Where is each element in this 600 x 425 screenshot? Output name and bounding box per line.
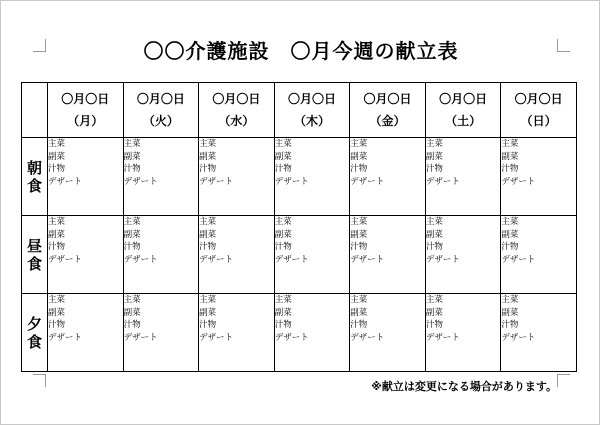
menu-item-list	[350, 294, 425, 344]
menu-item-list	[199, 294, 274, 344]
menu-item: 副菜	[123, 151, 141, 162]
menu-item: デザート	[123, 176, 158, 187]
menu-item-list	[350, 138, 425, 188]
menu-item: デザート	[274, 254, 309, 265]
meal-label	[22, 138, 48, 216]
day-header	[274, 83, 350, 138]
menu-item-list	[426, 294, 501, 344]
menu-cell	[123, 216, 199, 294]
menu-item: 主菜	[350, 217, 368, 227]
menu-item: 汁物	[350, 164, 368, 174]
day-date: 〇月〇日	[212, 92, 261, 106]
menu-cell	[123, 294, 199, 372]
menu-item: デザート	[274, 332, 309, 343]
menu-item-list	[426, 216, 501, 266]
menu-cell	[274, 216, 350, 294]
menu-item: 汁物	[48, 242, 66, 252]
menu-item: デザート	[48, 254, 83, 265]
menu-item: デザート	[274, 176, 309, 187]
menu-item: 汁物	[501, 242, 519, 252]
day-header	[48, 83, 124, 138]
menu-item: 主菜	[199, 217, 217, 227]
menu-item: 副菜	[48, 307, 66, 318]
crop-mark-bottom-right	[557, 374, 570, 387]
menu-item: 汁物	[425, 320, 443, 330]
menu-item: デザート	[425, 254, 460, 265]
day-date: 〇月〇日	[439, 92, 488, 106]
day-date: 〇月〇日	[61, 92, 110, 106]
day-of-week: （日）	[520, 114, 557, 128]
menu-item: 主菜	[274, 295, 292, 305]
menu-cell	[501, 216, 577, 294]
menu-item: 汁物	[123, 320, 141, 330]
menu-cell	[199, 138, 275, 216]
menu-item-list	[501, 294, 576, 344]
menu-cell	[48, 294, 124, 372]
menu-item: 主菜	[274, 217, 292, 227]
day-of-week: （木）	[293, 114, 330, 128]
menu-item-list	[501, 216, 576, 266]
day-of-week: （金）	[369, 114, 406, 128]
menu-item: 主菜	[274, 139, 292, 149]
menu-table	[21, 82, 577, 372]
menu-item: 主菜	[48, 217, 66, 227]
day-date: 〇月〇日	[136, 92, 185, 106]
menu-item: デザート	[350, 254, 385, 265]
header-row	[22, 83, 577, 138]
menu-item: 汁物	[350, 320, 368, 330]
menu-item: デザート	[501, 254, 536, 265]
menu-cell	[350, 216, 426, 294]
meal-label-char: 昼	[26, 236, 42, 255]
menu-item-list	[275, 294, 350, 344]
meal-label-char: 朝	[26, 158, 42, 177]
menu-item: 副菜	[199, 151, 217, 162]
menu-item: 汁物	[425, 242, 443, 252]
menu-item: 副菜	[425, 307, 443, 318]
menu-cell	[48, 216, 124, 294]
menu-item: 汁物	[274, 164, 292, 174]
menu-item-list	[275, 216, 350, 266]
menu-cell	[501, 294, 577, 372]
menu-item-list	[501, 138, 576, 188]
menu-item: 主菜	[199, 295, 217, 305]
page-title: 〇〇介護施設 〇月今週の献立表	[143, 39, 459, 63]
menu-item: 主菜	[48, 295, 66, 305]
menu-item: 汁物	[501, 164, 519, 174]
day-of-week: （土）	[445, 114, 482, 128]
corner-cell	[22, 83, 48, 138]
menu-item: 主菜	[350, 139, 368, 149]
menu-item: デザート	[199, 254, 234, 265]
day-date: 〇月〇日	[287, 92, 336, 106]
menu-item: デザート	[350, 332, 385, 343]
day-of-week: （水）	[218, 114, 255, 128]
menu-item: 主菜	[501, 217, 519, 227]
menu-item: 副菜	[350, 307, 368, 318]
menu-item: 汁物	[199, 320, 217, 330]
menu-item: 主菜	[199, 139, 217, 149]
menu-item: 主菜	[501, 139, 519, 149]
day-header	[123, 83, 199, 138]
menu-item: デザート	[425, 176, 460, 187]
menu-cell	[350, 138, 426, 216]
day-header	[425, 83, 501, 138]
menu-item: 汁物	[501, 320, 519, 330]
menu-cell	[425, 294, 501, 372]
day-date: 〇月〇日	[363, 92, 412, 106]
menu-item-list	[124, 294, 199, 344]
menu-cell	[274, 138, 350, 216]
menu-item: 副菜	[501, 229, 519, 240]
menu-item: デザート	[48, 332, 83, 343]
menu-item: デザート	[501, 332, 536, 343]
menu-item: 主菜	[123, 139, 141, 149]
menu-item: 副菜	[274, 307, 292, 318]
menu-cell	[274, 294, 350, 372]
menu-item: 汁物	[199, 164, 217, 174]
menu-item: 主菜	[425, 217, 443, 227]
menu-item: 汁物	[425, 164, 443, 174]
meal-label	[22, 294, 48, 372]
menu-item: デザート	[199, 176, 234, 187]
menu-cell	[48, 138, 124, 216]
menu-item: 副菜	[350, 229, 368, 240]
menu-item: 主菜	[123, 217, 141, 227]
menu-cell	[425, 216, 501, 294]
day-header	[350, 83, 426, 138]
menu-item: デザート	[199, 332, 234, 343]
meal-label-char: 夕	[26, 314, 42, 333]
menu-item-list	[48, 138, 123, 188]
menu-item-list	[199, 138, 274, 188]
day-of-week: （月）	[67, 114, 104, 128]
menu-item: 副菜	[199, 307, 217, 318]
menu-item: デザート	[123, 332, 158, 343]
menu-cell	[350, 294, 426, 372]
menu-item-list	[275, 138, 350, 188]
menu-item-list	[350, 216, 425, 266]
meal-row-breakfast	[22, 138, 577, 216]
menu-item: 副菜	[274, 151, 292, 162]
menu-item: 汁物	[48, 320, 66, 330]
menu-item: 主菜	[48, 139, 66, 149]
day-header	[199, 83, 275, 138]
menu-item: 汁物	[48, 164, 66, 174]
menu-item: 副菜	[501, 151, 519, 162]
menu-cell	[199, 294, 275, 372]
menu-cell	[123, 138, 199, 216]
menu-item-list	[124, 138, 199, 188]
menu-item: 汁物	[199, 242, 217, 252]
menu-cell	[501, 138, 577, 216]
menu-item: 副菜	[48, 151, 66, 162]
menu-item: 副菜	[425, 229, 443, 240]
meal-row-dinner	[22, 294, 577, 372]
menu-item: 副菜	[48, 229, 66, 240]
menu-item: 副菜	[123, 307, 141, 318]
day-header	[501, 83, 577, 138]
menu-item: デザート	[350, 176, 385, 187]
menu-item: 汁物	[274, 320, 292, 330]
menu-body	[22, 138, 577, 372]
day-of-week: （火）	[142, 114, 179, 128]
menu-item: 主菜	[501, 295, 519, 305]
menu-item: 主菜	[425, 295, 443, 305]
menu-cell	[199, 216, 275, 294]
menu-item-list	[426, 138, 501, 188]
meal-label	[22, 216, 48, 294]
menu-item: 汁物	[350, 242, 368, 252]
menu-item: 汁物	[123, 242, 141, 252]
menu-item: 副菜	[350, 151, 368, 162]
change-notice: ※献立は変更になる場合があります。	[371, 380, 557, 393]
menu-item: 主菜	[123, 295, 141, 305]
menu-item: 主菜	[425, 139, 443, 149]
menu-item: 主菜	[350, 295, 368, 305]
menu-item: 副菜	[274, 229, 292, 240]
meal-label-char: 食	[26, 176, 42, 195]
menu-item: 副菜	[199, 229, 217, 240]
meal-label-char: 食	[26, 332, 42, 351]
meal-row-lunch	[22, 216, 577, 294]
menu-item: 副菜	[501, 307, 519, 318]
menu-item-list	[48, 294, 123, 344]
menu-item: 副菜	[425, 151, 443, 162]
menu-item-list	[48, 216, 123, 266]
menu-item: 汁物	[123, 164, 141, 174]
menu-item: デザート	[123, 254, 158, 265]
menu-item: 副菜	[123, 229, 141, 240]
menu-cell	[425, 138, 501, 216]
menu-item: デザート	[501, 176, 536, 187]
meal-label-char: 食	[26, 254, 42, 273]
menu-item: デザート	[425, 332, 460, 343]
menu-item: 汁物	[274, 242, 292, 252]
menu-item-list	[199, 216, 274, 266]
day-date: 〇月〇日	[514, 92, 563, 106]
menu-item: デザート	[48, 176, 83, 187]
menu-item-list	[124, 216, 199, 266]
